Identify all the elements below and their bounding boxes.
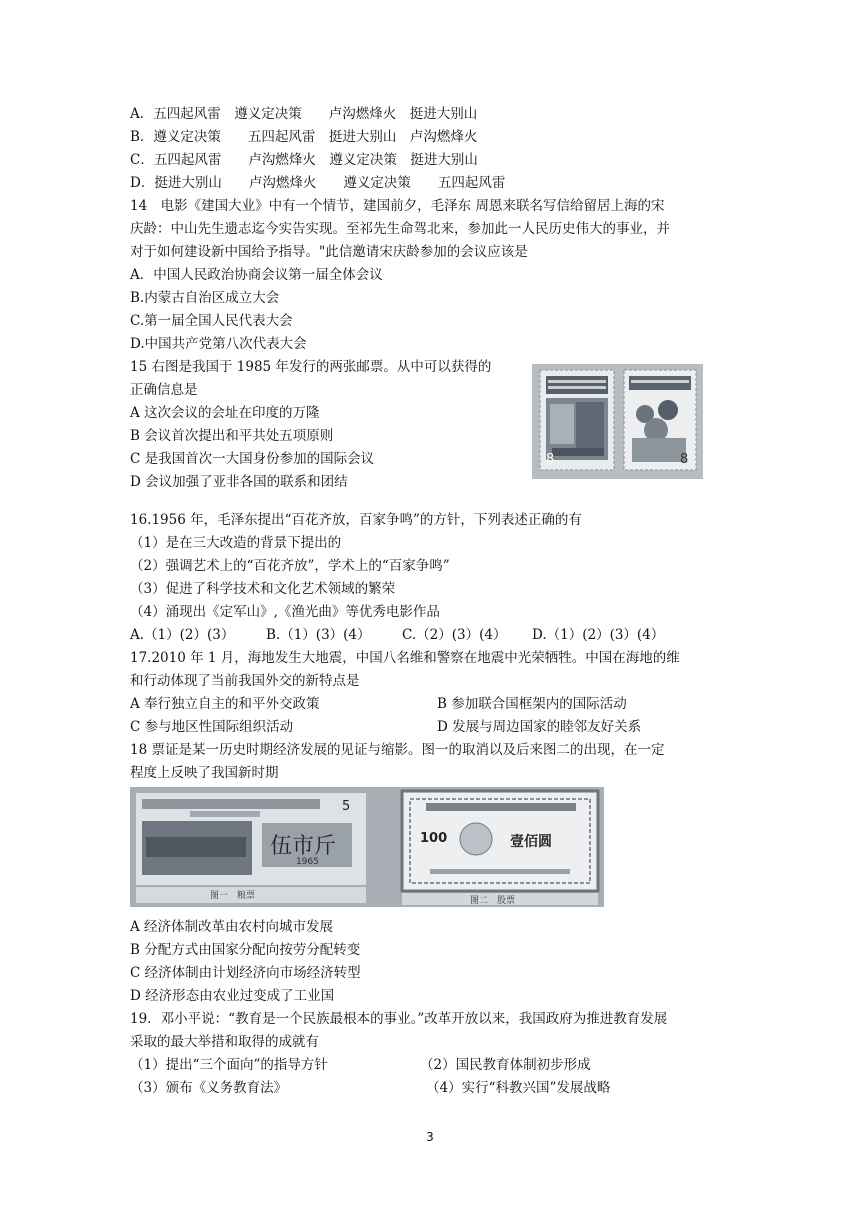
q18-stem-line1: 18 票证是某一历史时期经济发展的见证与缩影。图一的取消以及后来图二的出现，在一定 [130, 742, 665, 758]
q17-stem-line1: 17.2010 年 1 月，海地发生大地震，中国八名维和警察在地震中光荣牺牲。中国在海地的维 [130, 650, 680, 666]
q18-stem-line2: 程度上反映了我国新时期 [130, 765, 279, 781]
q13-option-c: C．五四起风雷 卢沟燃烽火 遵义定决策 挺进大别山 [130, 152, 478, 168]
q13-option-a: A．五四起风雷 遵义定决策 卢沟燃烽火 挺进大别山 [130, 106, 478, 122]
q15-option-c: C 是我国首次一大国身份参加的国际会议 [130, 451, 375, 467]
q17-stem-line2: 和行动体现了当前我国外交的新特点是 [130, 673, 360, 689]
q14-stem-line3: 对于如何建设新中国给予指导。"此信邀请宋庆龄参加的会议应该是 [130, 244, 528, 260]
q16-statement-4: （4）涌现出《定军山》,《渔光曲》等优秀电影作品 [130, 604, 440, 620]
ticket2-amount: 壹佰圆 [510, 834, 552, 850]
ticket1-number: 5 [342, 799, 351, 814]
q14-option-a: A．中国人民政治协商会议第一届全体会议 [130, 267, 383, 283]
stamps-illustration [532, 364, 703, 479]
ticket1-year: 1965 [296, 857, 319, 867]
q13-option-b: B．遵义定决策 五四起风雷 挺进大别山 卢沟燃烽火 [130, 129, 478, 145]
q17-option-d: D 发展与周边国家的睦邻友好关系 [437, 719, 642, 735]
q18-option-b: B 分配方式由国家分配向按劳分配转变 [130, 942, 361, 958]
q18-option-a: A 经济体制改革由农村向城市发展 [130, 919, 334, 935]
q15-option-a: A 这次会议的会址在印度的万隆 [130, 405, 320, 421]
q15-option-b: B 会议首次提出和平共处五项原则 [130, 428, 334, 444]
q15-option-d: D 会议加强了亚非各国的联系和团结 [130, 474, 348, 490]
page-number: 3 [426, 1130, 434, 1144]
stamp-left-value: 8 [546, 452, 555, 467]
q14-option-b: B.内蒙古自治区成立大会 [130, 290, 280, 306]
ticket1-caption: 图一 粮票 [210, 891, 256, 901]
q14-stem-line2: 庆龄：中山先生遗志迄今实告实现。至祁先生命驾北来，参加此一人民历史伟大的事业，并 [130, 221, 670, 237]
ticket2-value: 100 [420, 831, 448, 846]
ticket1-amount: 伍市斤 [270, 834, 337, 859]
q14-option-c: C.第一届全国人民代表大会 [130, 313, 293, 329]
q19-statement-2: （2）国民教育体制初步形成 [420, 1057, 591, 1073]
q13-option-d: D．挺进大别山 卢沟燃烽火 遵义定决策 五四起风雷 [130, 175, 506, 191]
q17-option-b: B 参加联合国框架内的国际活动 [437, 696, 627, 712]
tickets-image [130, 787, 604, 907]
stamp-right-value: 8 [680, 452, 689, 467]
q16-option-c: C.（2）(3）(4） [402, 627, 507, 643]
q16-stem: 16.1956 年，毛泽东提出“百花齐放，百家争鸣”的方针，下列表述正确的有 [130, 512, 582, 528]
q19-stem-line2: 采取的最大举措和取得的成就有 [130, 1034, 319, 1050]
q16-option-a: A.（1）(2）(3） [130, 627, 235, 643]
q16-statement-2: （2）强调艺术上的“百花齐放”，学术上的“百家争鸣” [130, 558, 450, 574]
q19-statement-4: （4）实行“科教兴国”发展战略 [426, 1080, 611, 1096]
q16-options-row [130, 625, 664, 645]
q19-statement-1: （1）提出“三个面向”的指导方针 [130, 1057, 328, 1073]
q18-option-d: D 经济形态由农业过变成了工业国 [130, 988, 335, 1004]
q17-option-c: C 参与地区性国际组织活动 [130, 719, 294, 735]
stamps-image [532, 364, 703, 479]
q15-stem-line1: 15 右图是我国于 1985 年发行的两张邮票。从中可以获得的 [130, 359, 492, 375]
q16-statement-3: （3）促进了科学技术和文化艺术领域的繁荣 [130, 581, 396, 597]
q19-statement-3: （3）颁布《义务教育法》 [130, 1080, 288, 1096]
ticket2-caption: 图二 股票 [470, 896, 516, 906]
q16-statement-1: （1）是在三大改造的背景下提出的 [130, 535, 342, 551]
q14-stem-line1: 14 电影《建国大业》中有一个情节，建国前夕，毛泽东 周恩来联名写信给留居上海的宋 [130, 198, 665, 214]
q18-option-c: C 经济体制由计划经济向市场经济转型 [130, 965, 361, 981]
q16-option-d: D.（1）(2）(3）(4） [532, 627, 665, 643]
q14-option-d: D.中国共产党第八次代表大会 [130, 336, 307, 352]
q17-option-a: A 奉行独立自主的和平外交政策 [130, 696, 320, 712]
q16-option-b: B.（1）(3）(4） [266, 627, 371, 643]
q15-stem-line2: 正确信息是 [130, 382, 198, 398]
q19-stem-line1: 19．邓小平说：“教育是一个民族最根本的事业。”改革开放以来，我国政府为推进教育发展 [130, 1011, 668, 1027]
